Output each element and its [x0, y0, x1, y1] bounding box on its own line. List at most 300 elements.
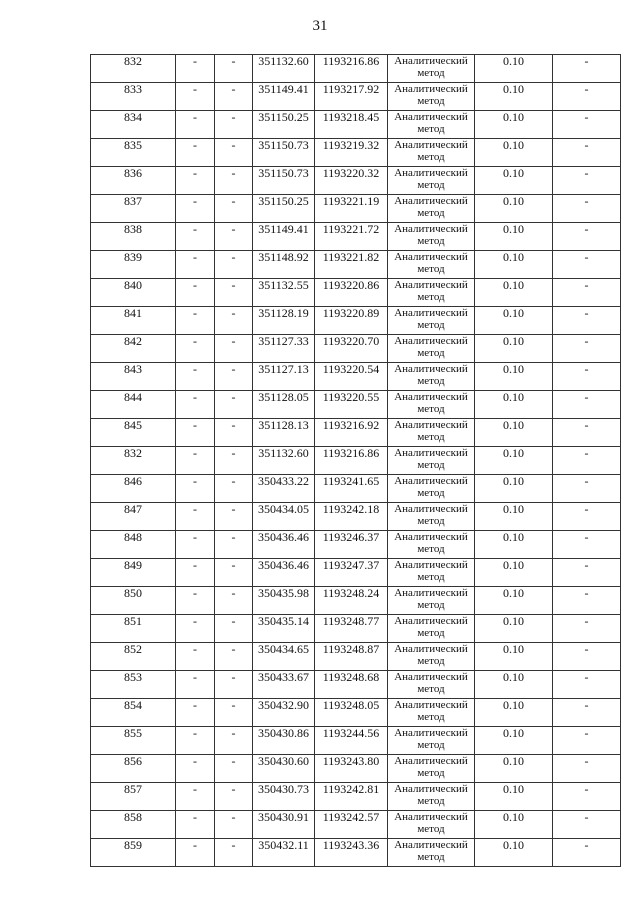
accuracy-cell: 0.10 [475, 811, 553, 839]
x-coordinate-cell: 350430.86 [253, 727, 315, 755]
point-number-cell: 846 [91, 475, 176, 503]
method-line-2: метод [417, 682, 445, 695]
table-row [91, 783, 621, 811]
table-row [91, 839, 621, 867]
y-coordinate-cell: 1193243.36 [315, 839, 388, 867]
method-line-1: Аналитический [394, 699, 468, 711]
point-number-cell: 857 [91, 783, 176, 811]
table-row [91, 447, 621, 475]
dash-cell: - [553, 811, 621, 839]
method-line-2: метод [417, 794, 445, 807]
point-number-cell: 833 [91, 83, 176, 111]
dash-cell: - [215, 391, 253, 419]
y-coordinate-cell: 1193244.56 [315, 727, 388, 755]
y-coordinate-cell: 1193220.89 [315, 307, 388, 335]
x-coordinate-cell: 351150.73 [253, 167, 315, 195]
method-cell [388, 531, 475, 559]
method-line-2: метод [417, 234, 445, 247]
x-coordinate-cell: 350435.98 [253, 587, 315, 615]
coordinates-table [90, 54, 621, 867]
dash-cell: - [553, 839, 621, 867]
method-cell [388, 251, 475, 279]
method-cell [388, 139, 475, 167]
table-row [91, 279, 621, 307]
method-cell [388, 615, 475, 643]
method-line-1: Аналитический [394, 755, 468, 767]
dash-cell: - [176, 83, 215, 111]
table-row [91, 195, 621, 223]
method-line-2: метод [417, 122, 445, 135]
table-row [91, 531, 621, 559]
dash-cell: - [553, 559, 621, 587]
method-cell [388, 839, 475, 867]
y-coordinate-cell: 1193243.80 [315, 755, 388, 783]
accuracy-cell: 0.10 [475, 251, 553, 279]
point-number-cell: 850 [91, 587, 176, 615]
dash-cell: - [215, 419, 253, 447]
method-cell [388, 307, 475, 335]
dash-cell: - [215, 279, 253, 307]
dash-cell: - [176, 391, 215, 419]
table-row [91, 83, 621, 111]
table-row [91, 699, 621, 727]
x-coordinate-cell: 351128.19 [253, 307, 315, 335]
dash-cell: - [215, 55, 253, 83]
accuracy-cell: 0.10 [475, 111, 553, 139]
x-coordinate-cell: 351150.73 [253, 139, 315, 167]
dash-cell: - [215, 503, 253, 531]
method-cell [388, 755, 475, 783]
x-coordinate-cell: 350433.22 [253, 475, 315, 503]
x-coordinate-cell: 351149.41 [253, 83, 315, 111]
point-number-cell: 837 [91, 195, 176, 223]
method-line-1: Аналитический [394, 615, 468, 627]
table-row [91, 139, 621, 167]
method-line-2: метод [417, 710, 445, 723]
accuracy-cell: 0.10 [475, 55, 553, 83]
point-number-cell: 843 [91, 363, 176, 391]
dash-cell: - [176, 643, 215, 671]
method-line-1: Аналитический [394, 531, 468, 543]
dash-cell: - [176, 447, 215, 475]
dash-cell: - [553, 699, 621, 727]
dash-cell: - [215, 195, 253, 223]
y-coordinate-cell: 1193220.32 [315, 167, 388, 195]
dash-cell: - [215, 755, 253, 783]
dash-cell: - [553, 671, 621, 699]
y-coordinate-cell: 1193248.87 [315, 643, 388, 671]
table-row [91, 755, 621, 783]
y-coordinate-cell: 1193242.18 [315, 503, 388, 531]
dash-cell: - [176, 531, 215, 559]
method-cell [388, 587, 475, 615]
method-line-1: Аналитический [394, 223, 468, 235]
dash-cell: - [215, 783, 253, 811]
dash-cell: - [176, 503, 215, 531]
method-cell [388, 475, 475, 503]
x-coordinate-cell: 351127.13 [253, 363, 315, 391]
accuracy-cell: 0.10 [475, 419, 553, 447]
table-row [91, 727, 621, 755]
dash-cell: - [553, 391, 621, 419]
method-line-1: Аналитический [394, 391, 468, 403]
point-number-cell: 836 [91, 167, 176, 195]
method-line-2: метод [417, 346, 445, 359]
x-coordinate-cell: 351128.05 [253, 391, 315, 419]
method-line-1: Аналитический [394, 783, 468, 795]
method-line-2: метод [417, 458, 445, 471]
y-coordinate-cell: 1193248.05 [315, 699, 388, 727]
x-coordinate-cell: 351132.55 [253, 279, 315, 307]
method-line-2: метод [417, 430, 445, 443]
point-number-cell: 835 [91, 139, 176, 167]
y-coordinate-cell: 1193248.77 [315, 615, 388, 643]
point-number-cell: 840 [91, 279, 176, 307]
dash-cell: - [215, 671, 253, 699]
accuracy-cell: 0.10 [475, 839, 553, 867]
dash-cell: - [215, 251, 253, 279]
method-line-2: метод [417, 486, 445, 499]
table-row [91, 559, 621, 587]
accuracy-cell: 0.10 [475, 643, 553, 671]
dash-cell: - [553, 307, 621, 335]
point-number-cell: 848 [91, 531, 176, 559]
x-coordinate-cell: 350434.65 [253, 643, 315, 671]
method-line-2: метод [417, 402, 445, 415]
dash-cell: - [176, 139, 215, 167]
method-cell [388, 55, 475, 83]
y-coordinate-cell: 1193247.37 [315, 559, 388, 587]
table-row [91, 335, 621, 363]
y-coordinate-cell: 1193221.82 [315, 251, 388, 279]
method-line-1: Аналитический [394, 363, 468, 375]
method-line-2: метод [417, 318, 445, 331]
point-number-cell: 858 [91, 811, 176, 839]
dash-cell: - [215, 335, 253, 363]
method-line-2: метод [417, 738, 445, 751]
dash-cell: - [553, 727, 621, 755]
y-coordinate-cell: 1193216.86 [315, 447, 388, 475]
method-cell [388, 811, 475, 839]
dash-cell: - [553, 503, 621, 531]
y-coordinate-cell: 1193216.92 [315, 419, 388, 447]
y-coordinate-cell: 1193219.32 [315, 139, 388, 167]
dash-cell: - [553, 363, 621, 391]
y-coordinate-cell: 1193248.68 [315, 671, 388, 699]
dash-cell: - [553, 111, 621, 139]
method-line-2: метод [417, 514, 445, 527]
method-cell [388, 447, 475, 475]
method-line-1: Аналитический [394, 811, 468, 823]
accuracy-cell: 0.10 [475, 615, 553, 643]
y-coordinate-cell: 1193242.81 [315, 783, 388, 811]
x-coordinate-cell: 350434.05 [253, 503, 315, 531]
method-cell [388, 279, 475, 307]
y-coordinate-cell: 1193220.55 [315, 391, 388, 419]
dash-cell: - [553, 55, 621, 83]
dash-cell: - [215, 811, 253, 839]
point-number-cell: 832 [91, 447, 176, 475]
accuracy-cell: 0.10 [475, 503, 553, 531]
dash-cell: - [176, 251, 215, 279]
x-coordinate-cell: 351127.33 [253, 335, 315, 363]
dash-cell: - [176, 195, 215, 223]
dash-cell: - [215, 727, 253, 755]
method-cell [388, 223, 475, 251]
x-coordinate-cell: 350432.11 [253, 839, 315, 867]
method-line-1: Аналитический [394, 671, 468, 683]
dash-cell: - [215, 839, 253, 867]
dash-cell: - [553, 83, 621, 111]
dash-cell: - [176, 279, 215, 307]
x-coordinate-cell: 350430.73 [253, 783, 315, 811]
accuracy-cell: 0.10 [475, 279, 553, 307]
method-line-2: метод [417, 290, 445, 303]
dash-cell: - [215, 643, 253, 671]
accuracy-cell: 0.10 [475, 223, 553, 251]
dash-cell: - [553, 447, 621, 475]
method-line-1: Аналитический [394, 447, 468, 459]
dash-cell: - [176, 783, 215, 811]
method-cell [388, 83, 475, 111]
method-line-1: Аналитический [394, 839, 468, 851]
x-coordinate-cell: 351128.13 [253, 419, 315, 447]
dash-cell: - [215, 167, 253, 195]
method-line-1: Аналитический [394, 111, 468, 123]
point-number-cell: 853 [91, 671, 176, 699]
dash-cell: - [176, 587, 215, 615]
x-coordinate-cell: 350432.90 [253, 699, 315, 727]
dash-cell: - [553, 139, 621, 167]
dash-cell: - [553, 783, 621, 811]
y-coordinate-cell: 1193220.86 [315, 279, 388, 307]
accuracy-cell: 0.10 [475, 475, 553, 503]
table-row [91, 671, 621, 699]
accuracy-cell: 0.10 [475, 307, 553, 335]
accuracy-cell: 0.10 [475, 531, 553, 559]
point-number-cell: 849 [91, 559, 176, 587]
x-coordinate-cell: 351132.60 [253, 55, 315, 83]
dash-cell: - [553, 587, 621, 615]
x-coordinate-cell: 350436.46 [253, 559, 315, 587]
dash-cell: - [176, 839, 215, 867]
accuracy-cell: 0.10 [475, 755, 553, 783]
accuracy-cell: 0.10 [475, 391, 553, 419]
table-row [91, 587, 621, 615]
method-line-1: Аналитический [394, 419, 468, 431]
point-number-cell: 854 [91, 699, 176, 727]
dash-cell: - [553, 335, 621, 363]
table-row [91, 167, 621, 195]
point-number-cell: 852 [91, 643, 176, 671]
dash-cell: - [215, 587, 253, 615]
method-cell [388, 643, 475, 671]
x-coordinate-cell: 351150.25 [253, 195, 315, 223]
dash-cell: - [176, 755, 215, 783]
method-line-2: метод [417, 598, 445, 611]
point-number-cell: 845 [91, 419, 176, 447]
table-row [91, 55, 621, 83]
accuracy-cell: 0.10 [475, 363, 553, 391]
dash-cell: - [215, 447, 253, 475]
method-line-1: Аналитический [394, 475, 468, 487]
accuracy-cell: 0.10 [475, 699, 553, 727]
y-coordinate-cell: 1193220.54 [315, 363, 388, 391]
point-number-cell: 842 [91, 335, 176, 363]
y-coordinate-cell: 1193221.72 [315, 223, 388, 251]
table-row [91, 643, 621, 671]
dash-cell: - [553, 643, 621, 671]
dash-cell: - [215, 559, 253, 587]
method-line-2: метод [417, 766, 445, 779]
dash-cell: - [176, 699, 215, 727]
dash-cell: - [176, 167, 215, 195]
dash-cell: - [215, 699, 253, 727]
dash-cell: - [176, 559, 215, 587]
accuracy-cell: 0.10 [475, 727, 553, 755]
x-coordinate-cell: 350436.46 [253, 531, 315, 559]
method-cell [388, 419, 475, 447]
method-line-2: метод [417, 94, 445, 107]
method-cell [388, 363, 475, 391]
dash-cell: - [176, 615, 215, 643]
method-cell [388, 503, 475, 531]
point-number-cell: 855 [91, 727, 176, 755]
accuracy-cell: 0.10 [475, 447, 553, 475]
table-row [91, 363, 621, 391]
method-line-2: метод [417, 822, 445, 835]
table-row [91, 391, 621, 419]
method-cell [388, 727, 475, 755]
method-line-2: метод [417, 626, 445, 639]
dash-cell: - [553, 279, 621, 307]
table-row [91, 419, 621, 447]
method-line-2: метод [417, 178, 445, 191]
method-line-2: метод [417, 374, 445, 387]
method-line-1: Аналитический [394, 83, 468, 95]
method-cell [388, 699, 475, 727]
method-line-2: метод [417, 66, 445, 79]
table-row [91, 223, 621, 251]
table-row [91, 503, 621, 531]
method-cell [388, 167, 475, 195]
table-row [91, 811, 621, 839]
y-coordinate-cell: 1193218.45 [315, 111, 388, 139]
y-coordinate-cell: 1193248.24 [315, 587, 388, 615]
dash-cell: - [215, 83, 253, 111]
dash-cell: - [215, 223, 253, 251]
dash-cell: - [215, 307, 253, 335]
dash-cell: - [553, 223, 621, 251]
point-number-cell: 859 [91, 839, 176, 867]
method-line-1: Аналитический [394, 195, 468, 207]
method-line-2: метод [417, 654, 445, 667]
method-cell [388, 671, 475, 699]
x-coordinate-cell: 350433.67 [253, 671, 315, 699]
x-coordinate-cell: 350430.91 [253, 811, 315, 839]
method-line-1: Аналитический [394, 251, 468, 263]
y-coordinate-cell: 1193242.57 [315, 811, 388, 839]
method-line-1: Аналитический [394, 139, 468, 151]
accuracy-cell: 0.10 [475, 671, 553, 699]
dash-cell: - [553, 419, 621, 447]
accuracy-cell: 0.10 [475, 167, 553, 195]
method-line-1: Аналитический [394, 587, 468, 599]
dash-cell: - [176, 363, 215, 391]
dash-cell: - [176, 811, 215, 839]
dash-cell: - [553, 167, 621, 195]
table-row [91, 475, 621, 503]
method-line-1: Аналитический [394, 307, 468, 319]
dash-cell: - [176, 671, 215, 699]
table-row [91, 251, 621, 279]
x-coordinate-cell: 351149.41 [253, 223, 315, 251]
method-line-2: метод [417, 150, 445, 163]
point-number-cell: 841 [91, 307, 176, 335]
dash-cell: - [176, 307, 215, 335]
accuracy-cell: 0.10 [475, 587, 553, 615]
table-row [91, 615, 621, 643]
accuracy-cell: 0.10 [475, 139, 553, 167]
dash-cell: - [215, 615, 253, 643]
accuracy-cell: 0.10 [475, 83, 553, 111]
method-line-1: Аналитический [394, 55, 468, 67]
method-line-1: Аналитический [394, 503, 468, 515]
y-coordinate-cell: 1193241.65 [315, 475, 388, 503]
method-line-2: метод [417, 570, 445, 583]
page-number: 31 [312, 18, 328, 34]
point-number-cell: 847 [91, 503, 176, 531]
dash-cell: - [553, 251, 621, 279]
accuracy-cell: 0.10 [475, 559, 553, 587]
dash-cell: - [176, 727, 215, 755]
method-cell [388, 335, 475, 363]
dash-cell: - [176, 55, 215, 83]
method-line-2: метод [417, 542, 445, 555]
dash-cell: - [176, 111, 215, 139]
y-coordinate-cell: 1193220.70 [315, 335, 388, 363]
dash-cell: - [215, 531, 253, 559]
dash-cell: - [553, 531, 621, 559]
dash-cell: - [553, 195, 621, 223]
method-cell [388, 783, 475, 811]
x-coordinate-cell: 351132.60 [253, 447, 315, 475]
method-cell [388, 111, 475, 139]
dash-cell: - [176, 335, 215, 363]
point-number-cell: 832 [91, 55, 176, 83]
x-coordinate-cell: 351148.92 [253, 251, 315, 279]
dash-cell: - [176, 419, 215, 447]
point-number-cell: 844 [91, 391, 176, 419]
dash-cell: - [176, 475, 215, 503]
accuracy-cell: 0.10 [475, 195, 553, 223]
method-line-1: Аналитический [394, 559, 468, 571]
dash-cell: - [553, 475, 621, 503]
x-coordinate-cell: 350430.60 [253, 755, 315, 783]
x-coordinate-cell: 350435.14 [253, 615, 315, 643]
accuracy-cell: 0.10 [475, 783, 553, 811]
accuracy-cell: 0.10 [475, 335, 553, 363]
point-number-cell: 834 [91, 111, 176, 139]
dash-cell: - [553, 755, 621, 783]
table-body [91, 55, 621, 867]
y-coordinate-cell: 1193246.37 [315, 531, 388, 559]
method-line-1: Аналитический [394, 335, 468, 347]
point-number-cell: 856 [91, 755, 176, 783]
method-line-2: метод [417, 262, 445, 275]
dash-cell: - [215, 475, 253, 503]
method-cell [388, 195, 475, 223]
